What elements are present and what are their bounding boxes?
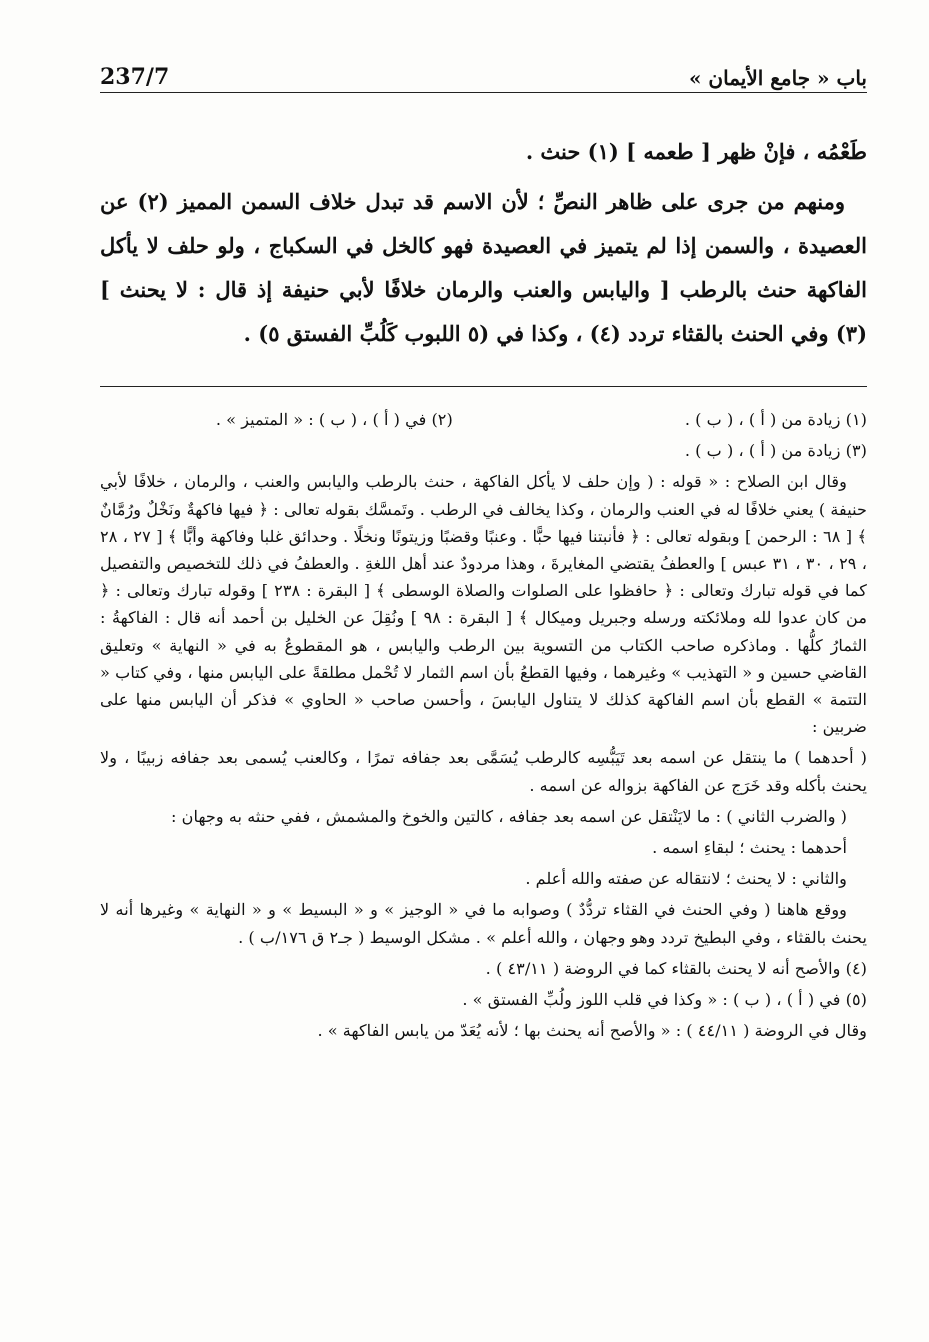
main-paragraph-2: ومنهم من جرى على ظاهر النصِّ ؛ لأن الاسم قد تبدل خلاف السمن المميز (٢) عن العصيدة ، والسمن إذا لم يتميز في العصيدة فهو كالخل في السكباج ، ولو حلف لا يأكل الفاكهة حنث بالرطب [ واليابس والعنب والرمان خلافًا لأبي حنيفة إذ قال : لا يحنث ] (٣) وفي الحنث بالقثاء تردد (٤) ، وكذا في (٥ اللبوب كَلُبِّ الفستق ٥) .	[100, 189, 867, 346]
main-paragraph-1: طَعْمُه ، فإنْ ظهر [ طعمه ] (١) حنث .	[525, 139, 867, 164]
footnotes	[100, 406, 867, 1044]
footnote-3-type-one: ( أحدهما ) ما ينتقل عن اسمه بعد تَيَبُّسِه كالرطب يُسَمَّى بعد جفافه تمرًا ، وكالعنب يُسمى بعد جفافه زبيبًا ، ولا يحنث بأكله وقد خَرَج عن الفاكهة بزواله عن اسمه .	[100, 748, 867, 795]
footnote-3: (٣) زيادة من ( أ ) ، ( ب ) .	[684, 441, 867, 461]
footnote-2: (٢) في ( أ ) ، ( ب ) : « المتميز » .	[215, 410, 453, 429]
main-text	[100, 130, 867, 356]
footnote-3-conclusion: ووقع هاهنا ( وفي الحنث في القثاء تردُّدٌ ) وصوابه ما في « الوجيز » و « البسيط » و « النهاية » وغيرها أنه لا يحنث بالقثاء ، وفي البطيخ تردد وهو وجهان ، والله أعلم » . مشكل الوسيط ( جـ٢ ق ١٧٦/ب ) .	[100, 900, 867, 947]
footnote-1: (١) زيادة من ( أ ) ، ( ب ) .	[684, 410, 867, 429]
footnote-5: (٥) في ( أ ) ، ( ب ) : « وكذا في قلب اللوز ولُبِّ الفستق » .	[462, 990, 867, 1010]
chapter-title: باب « جامع الأيمان »	[683, 66, 867, 90]
footnote-3-type-two: ( والضرب الثاني ) : ما لايَنْتقل عن اسمه بعد جفافه ، كالتين والخوخ والمشمش ، ففي حنثه به وجهان :	[171, 806, 847, 826]
footnote-3-view-two: والثاني : لا يحنث ؛ لانتقاله عن صفته والله أعلم .	[525, 869, 847, 889]
footnote-separator	[100, 386, 867, 387]
footnote-3-commentary: وقال ابن الصلاح : « قوله : ( وإن حلف لا يأكل الفاكهة ، حنث بالرطب واليابس والعنب ، والرمان ، خلافًا لأبي حنيفة ) يعني خلافًا له في العنب والرمان ، وكذا يخالف في الرطب . وتَمسَّك بقوله تعالى : ﴿ فيها فاكهةٌ ونَخْلٌ ورُمَّانٌ ﴾ [ ٦٨ : الرحمن ] وبقوله تعالى : ﴿ فأنبتنا فيها حبًّا . وعنبًا وقضبًا وزيتونًا ونخلًا . وحدائق غلبا وفاكهة وأبًّا ﴾ [ ٢٧ ، ٢٨ ، ٢٩ ، ٣٠ ، ٣١ عبس ] والعطفُ يقتضي المغايرةَ ، وهذا مردودٌ عند أهل اللغةِ . والعطفُ في ذلك للتخصيص والتفصيل كما في قوله تبارك وتعالى : ﴿ حافظوا على الصلوات والصلاة الوسطى ﴾ [ البقرة : ٢٣٨ ] وقوله تبارك وتعالى : ﴿ من كان عدوا لله وملائكته ورسله وجبريل وميكال ﴾ [ البقرة : ٩٨ ] ونُقِلَ عن الخليل بن أحمد أنه قال : الفاكهةُ : الثمارُ كلُّها . وماذكره صاحب الكتاب من التسوية بين الرطب واليابس ، هو المقطوعُ به في « النهاية » وتعليق القاضي حسين و « التهذيب » وغيرهما ، وفيها القطعُ بأن اسم الثمار لا تُحْمل مطلقةً على اليابس منها ، وفي كتاب « التتمة » القطع بأن اسم الفاكهة كذلك لا يتناول اليابسَ ، وأحسن صاحب « الحاوي » فذكر أن اليابس منها على ضربين :	[100, 472, 868, 737]
footnote-5-commentary: وقال في الروضة ( ٤٤/١١ ) : « والأصح أنه يحنث بها ؛ لأنه يُعَدّ من يابس الفاكهة » .	[317, 1021, 867, 1041]
page-number: 237/7	[100, 64, 170, 90]
running-header	[100, 58, 867, 93]
footnote-4: (٤) والأصح أنه لا يحنث بالقثاء كما في الروضة ( ٤٣/١١ ) .	[485, 958, 867, 978]
footnote-row-1	[100, 406, 867, 433]
footnote-3-view-one: أحدهما : يحنث ؛ لبقاءِ اسمه .	[652, 838, 847, 858]
